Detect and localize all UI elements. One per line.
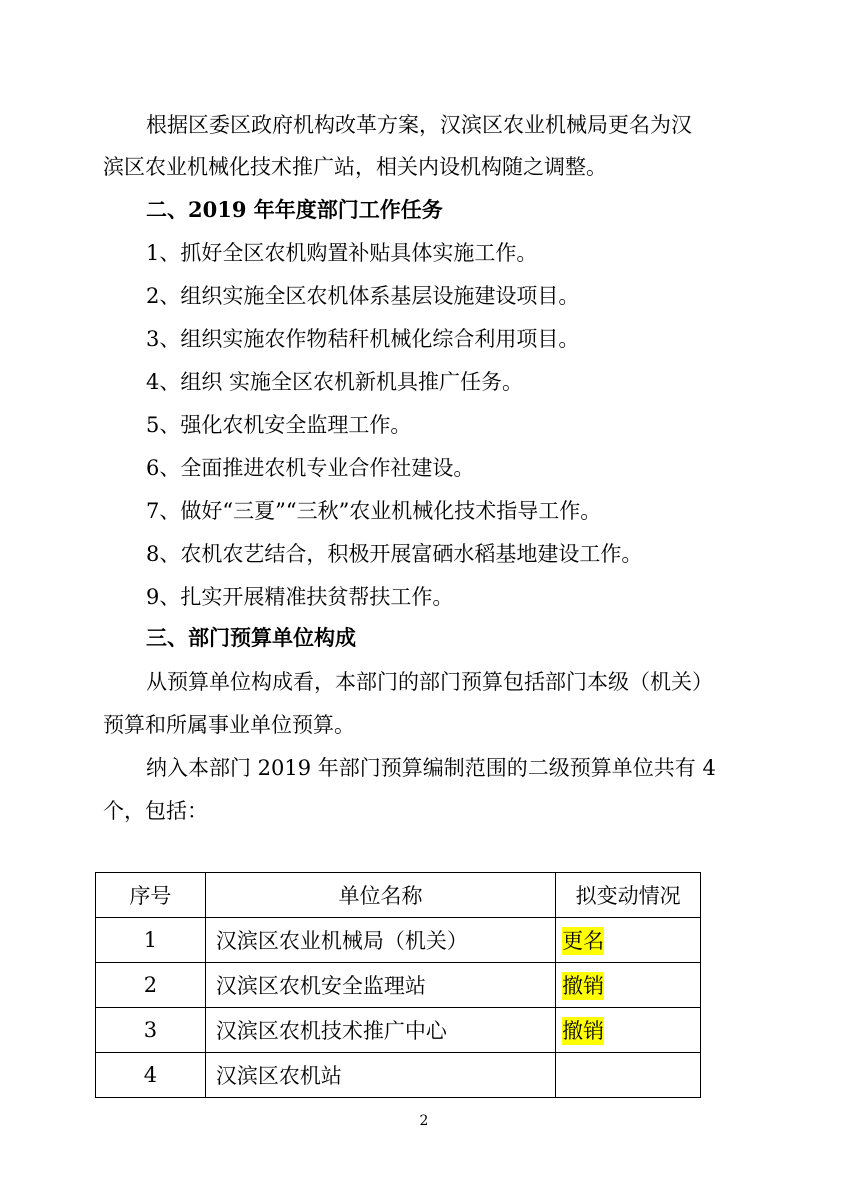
composition-paragraph-line-2: 预算和所属事业单位预算。 xyxy=(103,713,355,737)
intro-paragraph-line-2: 滨区农业机械化技术推广站，相关内设机构随之调整。 xyxy=(103,155,607,179)
row-planned-change xyxy=(556,1008,701,1053)
composition-paragraph-line-1: 从预算单位构成看，本部门的部门预算包括部门本级（机关） xyxy=(146,670,713,694)
row-planned-change xyxy=(556,918,701,963)
task-item-2: 2、组织实施全区农机体系基层设施建设项目。 xyxy=(146,284,580,308)
highlighted-change-text: 撤销 xyxy=(562,974,605,998)
task-item-8: 8、农机农艺结合，积极开展富硒水稻基地建设工作。 xyxy=(146,542,643,566)
section-2-heading: 二、2019 年年度部门工作任务 xyxy=(146,197,443,222)
header-planned-change: 拟变动情况 xyxy=(556,873,701,918)
task-item-3: 3、组织实施农作物秸秆机械化综合利用项目。 xyxy=(146,327,580,351)
task-item-9: 9、扎实开展精准扶贫帮扶工作。 xyxy=(146,585,454,609)
row-serial-number: 4 xyxy=(96,1053,206,1098)
row-planned-change xyxy=(556,963,701,1008)
page-number: 2 xyxy=(419,1113,429,1129)
section-3-heading: 三、部门预算单位构成 xyxy=(146,625,356,650)
highlighted-change-text: 更名 xyxy=(562,929,605,953)
task-item-1: 1、抓好全区农机购置补贴具体实施工作。 xyxy=(146,241,538,265)
row-unit-name: 汉滨区农机技术推广中心 xyxy=(205,1008,555,1053)
task-item-5: 5、强化农机安全监理工作。 xyxy=(146,413,412,437)
task-item-6: 6、全面推进农机专业合作社建设。 xyxy=(146,456,475,480)
task-item-4: 4、组织 实施全区农机新机具推广任务。 xyxy=(146,370,524,394)
highlighted-change-text: 撤销 xyxy=(562,1019,605,1043)
table-header-row xyxy=(96,873,701,918)
row-serial-number: 3 xyxy=(96,1008,206,1053)
table-row xyxy=(96,1053,701,1098)
row-serial-number: 1 xyxy=(96,918,206,963)
row-unit-name: 汉滨区农业机械局（机关） xyxy=(205,918,555,963)
scope-paragraph-line-1: 纳入本部门 2019 年部门预算编制范围的二级预算单位共有 4 xyxy=(146,756,716,780)
header-serial-number: 序号 xyxy=(96,873,206,918)
row-unit-name: 汉滨区农机站 xyxy=(205,1053,555,1098)
table-row xyxy=(96,918,701,963)
row-serial-number: 2 xyxy=(96,963,206,1008)
row-unit-name: 汉滨区农机安全监理站 xyxy=(205,963,555,1008)
row-planned-change xyxy=(556,1053,701,1098)
task-item-7: 7、做好“三夏”“三秋”农业机械化技术指导工作。 xyxy=(146,499,602,523)
header-unit-name: 单位名称 xyxy=(205,873,555,918)
intro-paragraph-line-1: 根据区委区政府机构改革方案，汉滨区农业机械局更名为汉 xyxy=(146,113,692,137)
budget-units-table xyxy=(95,872,701,1098)
table-row xyxy=(96,1008,701,1053)
scope-paragraph-line-2: 个，包括： xyxy=(103,799,208,823)
table-row xyxy=(96,963,701,1008)
